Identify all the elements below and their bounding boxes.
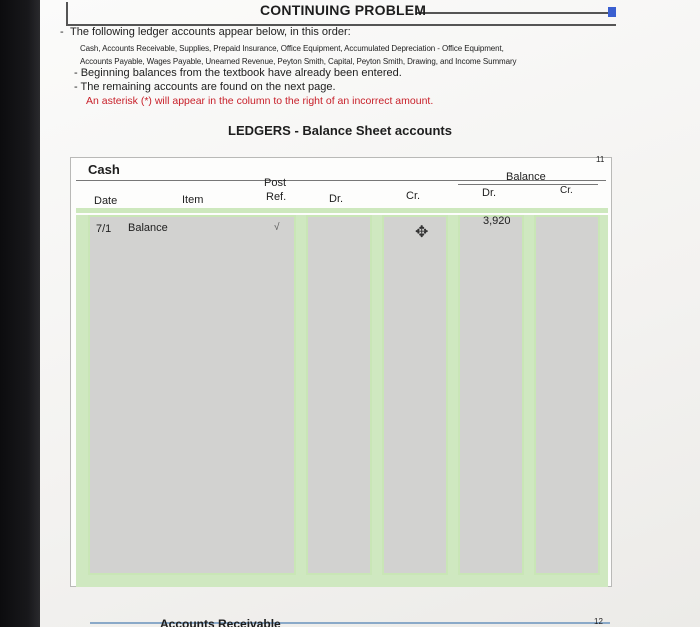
col-balance-cr: Cr. [560, 185, 573, 196]
note-next-page: - The remaining accounts are found on the next page. [74, 81, 336, 93]
credit-input[interactable] [382, 215, 448, 575]
balance-credit-input[interactable] [534, 215, 600, 575]
col-balance: Balance [506, 171, 546, 183]
date-item-input[interactable] [88, 215, 296, 575]
bullet-dash: - [60, 26, 64, 38]
balance-rule [458, 184, 598, 185]
debit-input[interactable] [306, 215, 372, 575]
intro-text: The following ledger accounts appear below, in this order: [70, 26, 351, 38]
balance-debit-input[interactable] [458, 215, 524, 575]
col-cr: Cr. [406, 190, 421, 202]
col-post-ref-line2: Ref. [266, 191, 287, 203]
next-account-number: 12 [594, 617, 603, 626]
left-dark-edge [0, 0, 40, 627]
col-balance-dr: Dr. [482, 187, 497, 199]
col-item: Item [182, 194, 204, 206]
header-divider [76, 208, 608, 213]
account-order-line-1: Cash, Accounts Receivable, Supplies, Prepaid Insurance, Office Equipment, Accumulated Depreciation - Office Equipment, [80, 44, 504, 53]
note-beginning-balances: - Beginning balances from the textbook have already been entered. [74, 67, 402, 79]
move-cursor-icon: ✥ [415, 224, 429, 241]
page-title: CONTINUING PROBLEM [260, 2, 427, 18]
row-date: 7/1 [96, 223, 112, 235]
asterisk-note: An asterisk (*) will appear in the column to the right of an incorrect amount. [86, 95, 434, 107]
row-post-ref: √ [274, 222, 280, 233]
row-item: Balance [128, 222, 168, 234]
account-name: Cash [88, 162, 120, 177]
col-post-ref-line1: Post [264, 177, 287, 189]
col-dr: Dr. [329, 193, 344, 205]
account-number: 11 [596, 155, 605, 164]
resize-handle[interactable] [608, 7, 616, 17]
section-title: LEDGERS - Balance Sheet accounts [228, 123, 452, 138]
row-balance-dr: 3,920 [483, 215, 511, 227]
col-date: Date [94, 195, 118, 207]
account-order-line-2: Accounts Payable, Wages Payable, Unearned Revenue, Peyton Smith, Capital, Peyton Smith, Drawing, and Income Summary [80, 57, 517, 66]
next-account-name: Accounts Receivable [160, 617, 281, 627]
